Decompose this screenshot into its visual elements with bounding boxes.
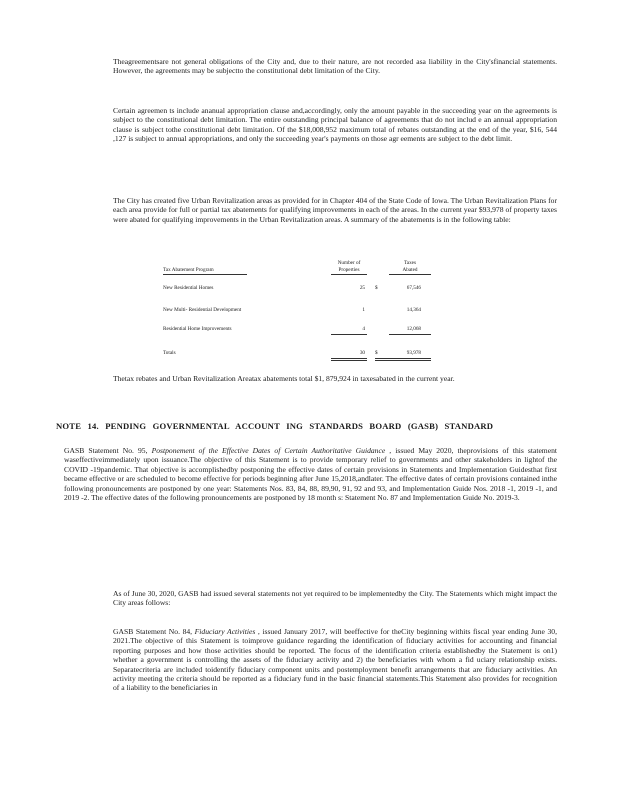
gasb-95-title: Postponement of the Effective Dates of Certain Authoritative Guidance xyxy=(151,446,386,455)
total-number: 30 xyxy=(359,350,365,356)
total-label: Totals xyxy=(163,350,176,356)
table-row xyxy=(163,307,433,314)
table-total-row xyxy=(163,350,433,357)
header-number-bottom: Properties xyxy=(338,267,360,273)
row-taxes: 67,546 xyxy=(406,285,421,291)
header-number-top: Number of xyxy=(337,260,361,266)
header-taxes-top: Taxes xyxy=(403,260,417,266)
total-double-underline-number xyxy=(331,360,367,361)
total-double-underline-taxes xyxy=(375,360,431,361)
paragraph-gasb-95 xyxy=(64,446,557,502)
table-row xyxy=(163,285,433,292)
table-row xyxy=(163,326,433,333)
gasb-84-body: , issued January 2017, will beeffective for theCity beginning withits fiscal year ending June 30, 2021.The objective of this Statement is toimprove guidance regarding the identification of fiduciary activities for accounting and financial reporting purposes and how those activities should be reported. The focus of the identification criteria establishedby the Statement is on1) whether a government is controlling the assets of the fiduciary activity and 2) the beneficiaries with whom a fid uciary relationship exists. Separatecriteria are included toidentify fiduciary component units and postemployment benefit arrangements that are fiduciary activities. An activity meeting the criteria should be reported as a fiduciary fund in the basic financial statements.This Statement also provides for recognition of a liability to the beneficiaries in xyxy=(113,627,557,693)
note-14-heading: NOTE 14. PENDING GOVERNMENTAL ACCOUNT ING STANDARDS BOARD (GASB) STANDARD xyxy=(56,421,494,431)
header-underline-taxes xyxy=(389,274,431,275)
paragraph-agreements-obligations: Theagreementsare not general obligations of the City and, due to their nature, are not recorded asa liability in the City'sfinancial statements. However, the agreements may be subjectto the constitutional debt limitation of the City. xyxy=(113,57,557,76)
paragraph-not-yet-required: As of June 30, 2020, GASB had issued several statements not yet required to be implementedby the City. The Statements which might impact the City areas follows: xyxy=(113,589,557,608)
header-underline-number xyxy=(331,274,367,275)
gasb-95-lead: GASB Statement No. 95, xyxy=(64,446,148,455)
gasb-84-lead: GASB Statement No. 84, xyxy=(113,627,193,636)
table-header-bottom xyxy=(163,267,433,274)
row-program: New Multi- Residential Development xyxy=(163,307,242,313)
row-program: Residential Home Improvements xyxy=(163,326,232,332)
paragraph-gasb-84 xyxy=(113,627,557,693)
row-number: 4 xyxy=(362,326,365,332)
header-tax-abatement-program: Tax Abatement Program xyxy=(163,267,214,273)
total-taxes: 93,978 xyxy=(406,350,421,356)
subtotal-underline-taxes xyxy=(389,334,431,335)
paragraph-total-abated: Thetax rebates and Urban Revitalization Areatax abatements total $1, 879,924 in taxesabated in the current year. xyxy=(113,374,455,383)
header-underline-program xyxy=(163,274,247,275)
gasb-95-body: , issued May 2020, theprovisions of this statement waseffectiveimmediately upon issuance.The objective of this Statement is to provide temporary relief to governments and other stakeholders in lightof the COVID -19pandemic. That objective is accomplishedby postponing the effective dates of certain provisions in Statements and Implementation Guidesthat first became effective or are scheduled to become effective for periods beginning after June 15,2018,andlater. The effective dates of certain provisions contained inthe following pronouncements are postponed by one year: Statements Nos. 83, 84, 88, 89,90, 91, 92 and 93, and Implementation Guide Nos. 2018 -1, 2019 -1, and 2019 -2. The effective dates of the following pronouncements are postponed by 18 month s: Statement No. 87 and Implementation Guide No. 2019-3. xyxy=(64,446,557,503)
row-taxes: 14,364 xyxy=(406,307,421,313)
table-header-top xyxy=(163,260,433,267)
row-dollar-sign: $ xyxy=(375,285,378,291)
header-taxes-bottom: Abated xyxy=(402,267,418,273)
total-dollar-sign: $ xyxy=(375,350,378,356)
paragraph-urban-revitalization: The City has created five Urban Revitalization areas as provided for in Chapter 404 of the State Code of Iowa. The Urban Revitalization Plans for each area provide for full or partial tax abatements for qualifying improvements in each of the areas. In the current year $93,978 of property taxes were abated for qualifying improvements in the Urban Revitalization areas. A summary of the abatements is in the following table: xyxy=(113,196,557,224)
row-number: 1 xyxy=(362,307,365,313)
paragraph-appropriation-clause: Certain agreemen ts include ananual appropriation clause and,accordingly, only the amount payable in the succeeding year on the agreements is subject to the constitutional debt limitation. The entire outstanding principal balance of agreements that do not includ e an annual appropriation clause is subject tothe constitutional debt limitation. Of the $18,008,952 maximum total of rebates outstanding at the end of the year, $16, 544 ,127 is subject to annual appropriations, and only the succeeding year's payments on those agr eements are subject to the debt limit. xyxy=(113,106,557,144)
row-number: 25 xyxy=(359,285,365,291)
subtotal-underline-number xyxy=(331,334,367,335)
gasb-84-title: Fiduciary Activities xyxy=(194,627,256,636)
row-taxes: 12,068 xyxy=(406,326,421,332)
row-program: New Residential Homes xyxy=(163,285,214,291)
